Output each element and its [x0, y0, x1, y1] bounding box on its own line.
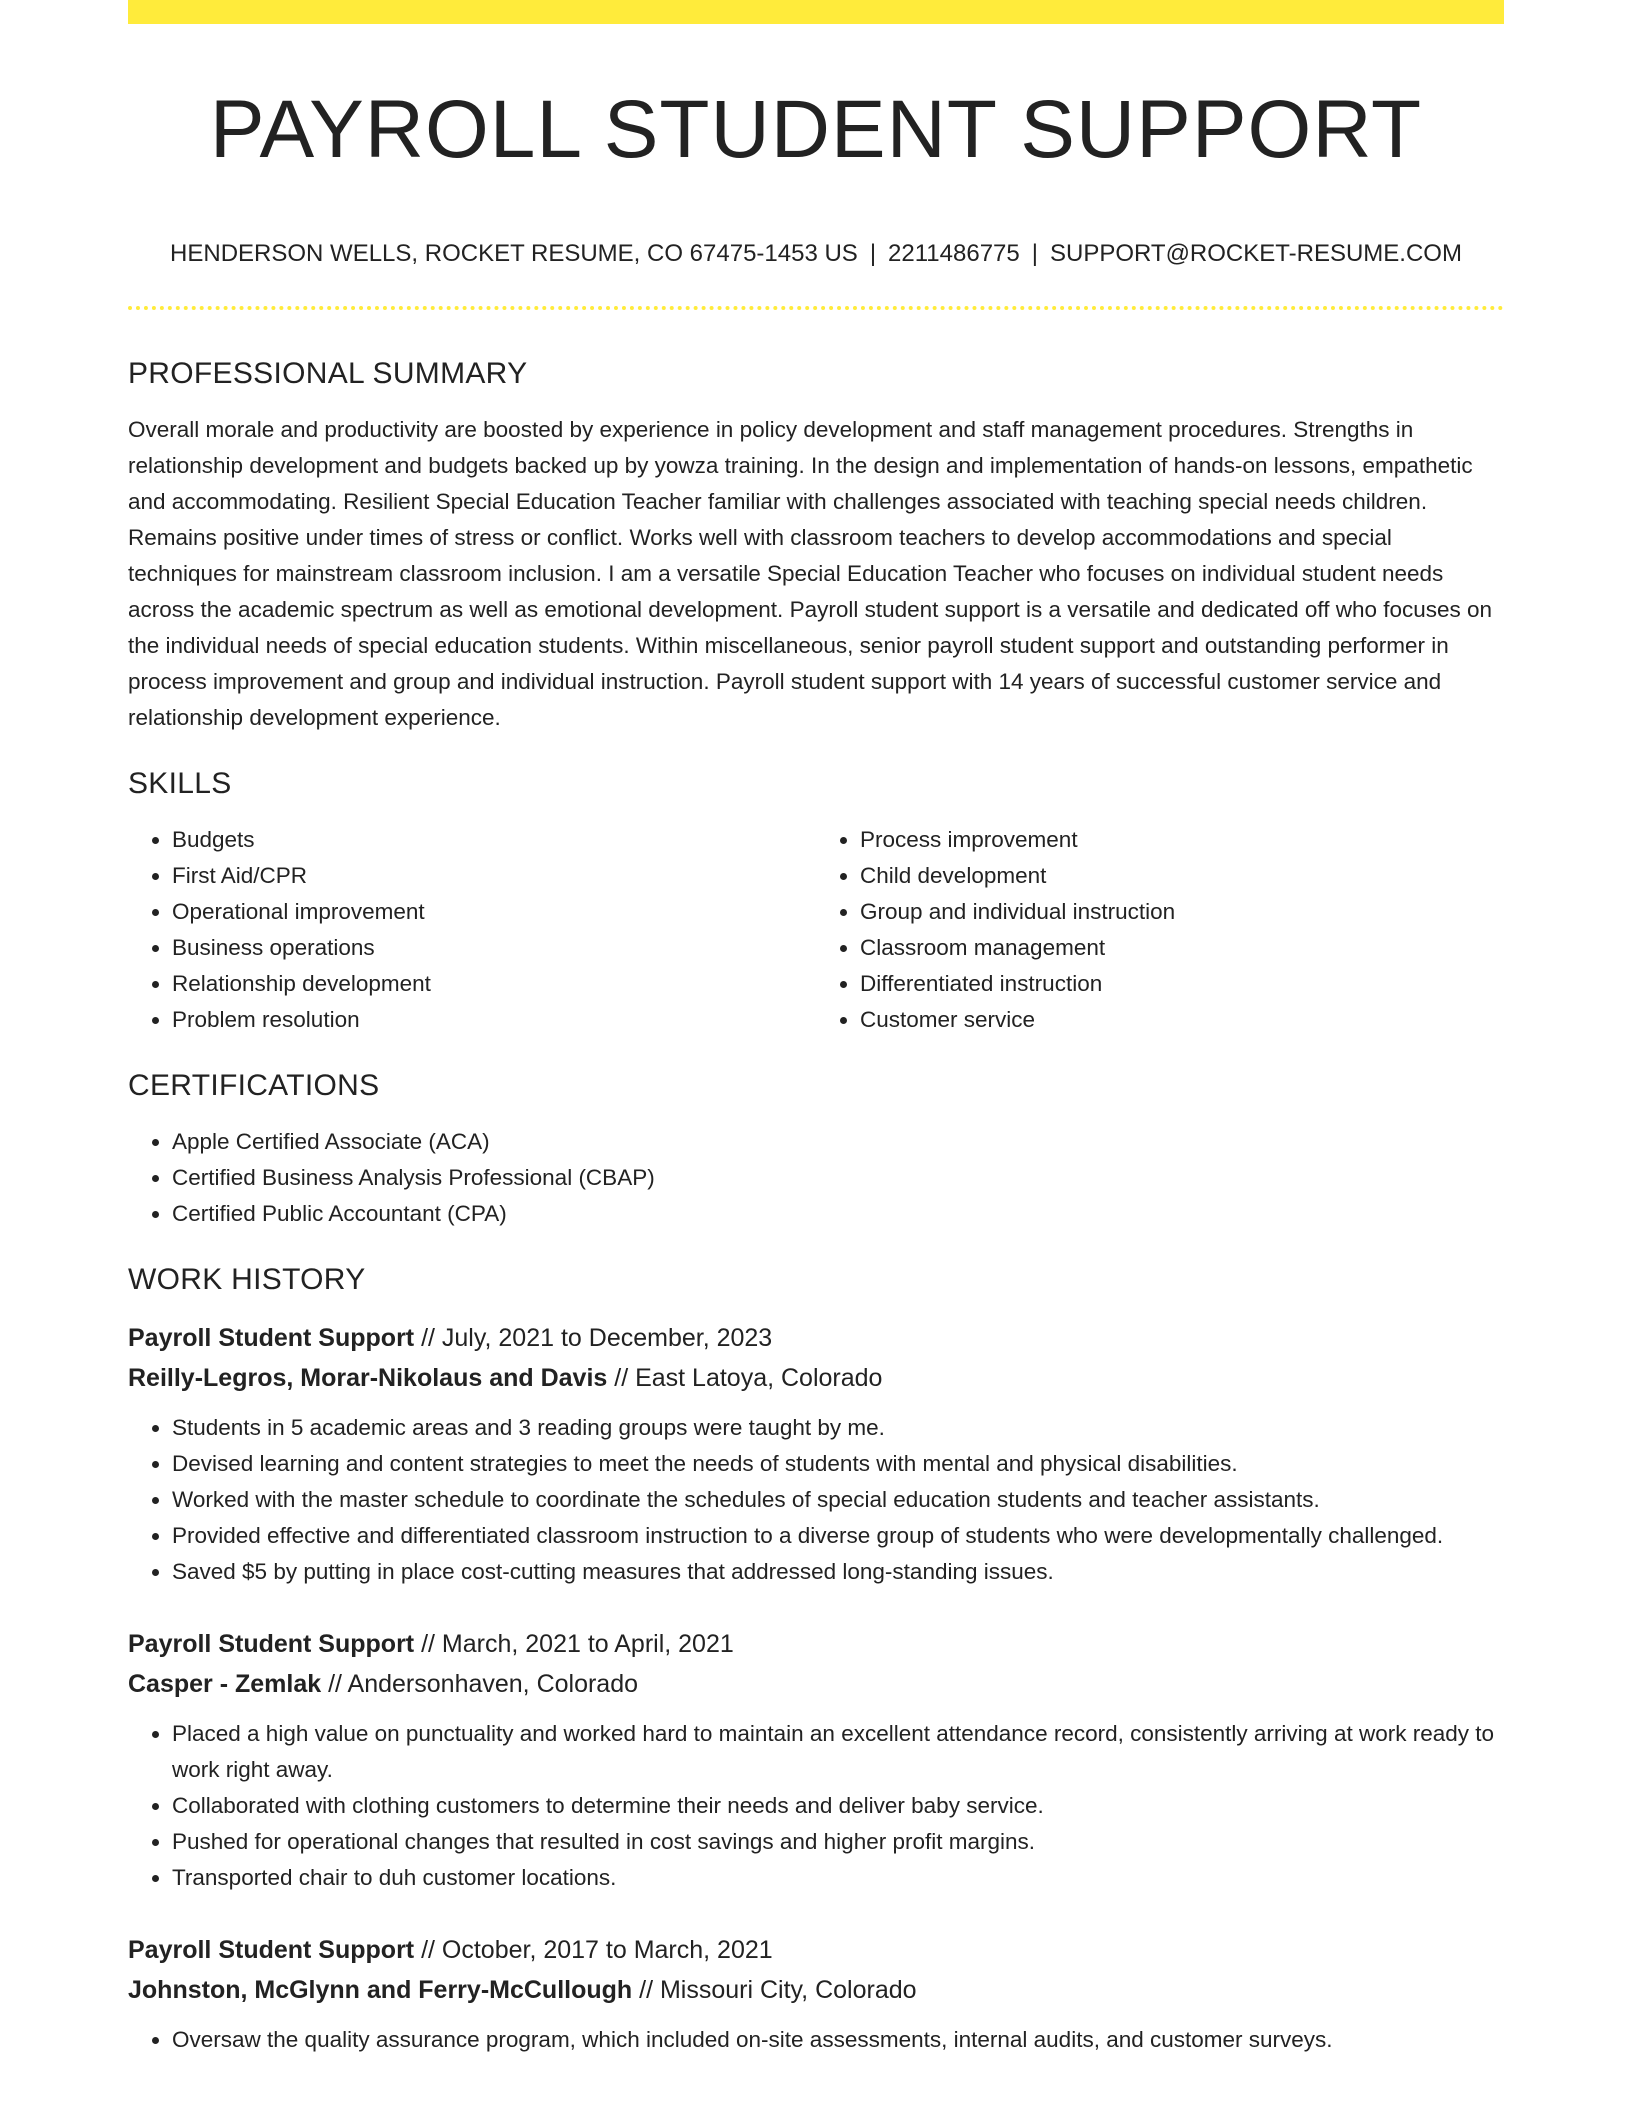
job-bullet: • Transported chair to duh customer locations.: [172, 1860, 1504, 1896]
job-bullet: • Saved $5 by putting in place cost-cutting measures that addressed long-standing issues.: [172, 1554, 1504, 1590]
job-bullet: • Placed a high value on punctuality and worked hard to maintain an excellent attendance record, consistently arriving at work ready to work right away.: [172, 1716, 1504, 1788]
summary-heading: PROFESSIONAL SUMMARY: [128, 357, 528, 390]
job-dates: // March, 2021 to April, 2021: [414, 1630, 734, 1658]
skill-item: • Business operations: [172, 930, 816, 966]
job-entry: [128, 1318, 1504, 1590]
resume-page: [128, 0, 1504, 2112]
job-bullet: • Provided effective and differentiated classroom instruction to a diverse group of students who were developmentally challenged.: [172, 1518, 1504, 1554]
resume-content: [128, 352, 1504, 2092]
certification-item: • Certified Public Accountant (CPA): [172, 1196, 1504, 1232]
job-bullets: [128, 1716, 1504, 1896]
skill-item: • First Aid/CPR: [172, 858, 816, 894]
certifications-heading: CERTIFICATIONS: [128, 1069, 380, 1102]
job-entry: [128, 1930, 1504, 2058]
job-company: Johnston, McGlynn and Ferry-McCullough: [128, 1976, 633, 2004]
skill-item: • Customer service: [860, 1002, 1504, 1038]
summary-text: Overall morale and productivity are boosted by experience in policy development and staff management procedures. Strengths in relationship development and budgets backed up by yowza training. In the design and implementation of hands-on lessons, empathetic and accommodating. Resilient Special Education Teacher familiar with challenges associated with teaching special needs children. Remains positive under times of stress or conflict. Works well with classroom teachers to develop accommodations and special techniques for mainstream classroom inclusion. I am a versatile Special Education Teacher who focuses on individual student needs across the academic spectrum as well as emotional development. Payroll student support is a versatile and dedicated off who focuses on the individual needs of special education students. Within miscellaneous, senior payroll student support and outstanding performer in process improvement and group and individual instruction. Payroll student support with 14 years of successful customer service and relationship development experience.: [128, 417, 1493, 730]
job-bullets: [128, 1410, 1504, 1590]
job-company-line: [128, 1970, 1504, 2010]
job-bullet: • Oversaw the quality assurance program, which included on-site assessments, internal audits, and customer surveys.: [172, 2022, 1504, 2058]
job-dates: // October, 2017 to March, 2021: [414, 1936, 773, 1964]
skill-item: • Process improvement: [860, 822, 1504, 858]
job-company-line: [128, 1358, 1504, 1398]
job-bullet: • Collaborated with clothing customers to determine their needs and deliver baby service.: [172, 1788, 1504, 1824]
job-company-line: [128, 1664, 1504, 1704]
skill-item: • Relationship development: [172, 966, 816, 1002]
certification-item: • Apple Certified Associate (ACA): [172, 1124, 1504, 1160]
contact-address: HENDERSON WELLS, ROCKET RESUME, CO 67475-1453 US: [170, 240, 858, 267]
skills-columns: [128, 822, 1504, 1038]
skill-item: • Problem resolution: [172, 1002, 816, 1038]
job-company: Casper - Zemlak: [128, 1670, 322, 1698]
skill-item: • Classroom management: [860, 930, 1504, 966]
job-title-line: [128, 1930, 1504, 1970]
skill-item: • Child development: [860, 858, 1504, 894]
job-location: // Missouri City, Colorado: [632, 1976, 917, 2004]
skill-item: • Operational improvement: [172, 894, 816, 930]
job-location: // East Latoya, Colorado: [607, 1364, 883, 1392]
skills-heading: SKILLS: [128, 767, 232, 800]
job-bullet: • Worked with the master schedule to coordinate the schedules of special education students and teacher assistants.: [172, 1482, 1504, 1518]
skills-list-left: [128, 822, 816, 1038]
contact-line: [128, 236, 1504, 272]
job-title-line: [128, 1624, 1504, 1664]
skills-list-right: [816, 822, 1504, 1038]
top-accent-bar: [128, 0, 1504, 24]
header-divider: [128, 306, 1504, 310]
job-company: Reilly-Legros, Morar-Nikolaus and Davis: [128, 1364, 608, 1392]
skill-item: • Budgets: [172, 822, 816, 858]
job-bullet: • Students in 5 academic areas and 3 reading groups were taught by me.: [172, 1410, 1504, 1446]
job-title-line: [128, 1318, 1504, 1358]
job-role: Payroll Student Support: [128, 1936, 415, 1964]
certification-item: • Certified Business Analysis Professional (CBAP): [172, 1160, 1504, 1196]
job-bullet: • Devised learning and content strategies to meet the needs of students with mental and physical disabilities.: [172, 1446, 1504, 1482]
job-entry: [128, 1624, 1504, 1896]
job-location: // Andersonhaven, Colorado: [321, 1670, 639, 1698]
job-role: Payroll Student Support: [128, 1324, 415, 1352]
work-history-heading: WORK HISTORY: [128, 1263, 366, 1296]
contact-separator: |: [1031, 240, 1038, 267]
contact-separator: |: [869, 240, 877, 267]
contact-phone: 2211486775: [888, 240, 1020, 267]
contact-email: SUPPORT@ROCKET-RESUME.COM: [1049, 240, 1462, 267]
job-role: Payroll Student Support: [128, 1630, 415, 1658]
job-dates: // July, 2021 to December, 2023: [414, 1324, 773, 1352]
job-bullet: • Pushed for operational changes that resulted in cost savings and higher profit margins.: [172, 1824, 1504, 1860]
certifications-list: [128, 1124, 1504, 1232]
candidate-name: PAYROLL STUDENT SUPPORT: [209, 84, 1423, 175]
job-bullets: [128, 2022, 1504, 2058]
skill-item: • Group and individual instruction: [860, 894, 1504, 930]
skill-item: • Differentiated instruction: [860, 966, 1504, 1002]
